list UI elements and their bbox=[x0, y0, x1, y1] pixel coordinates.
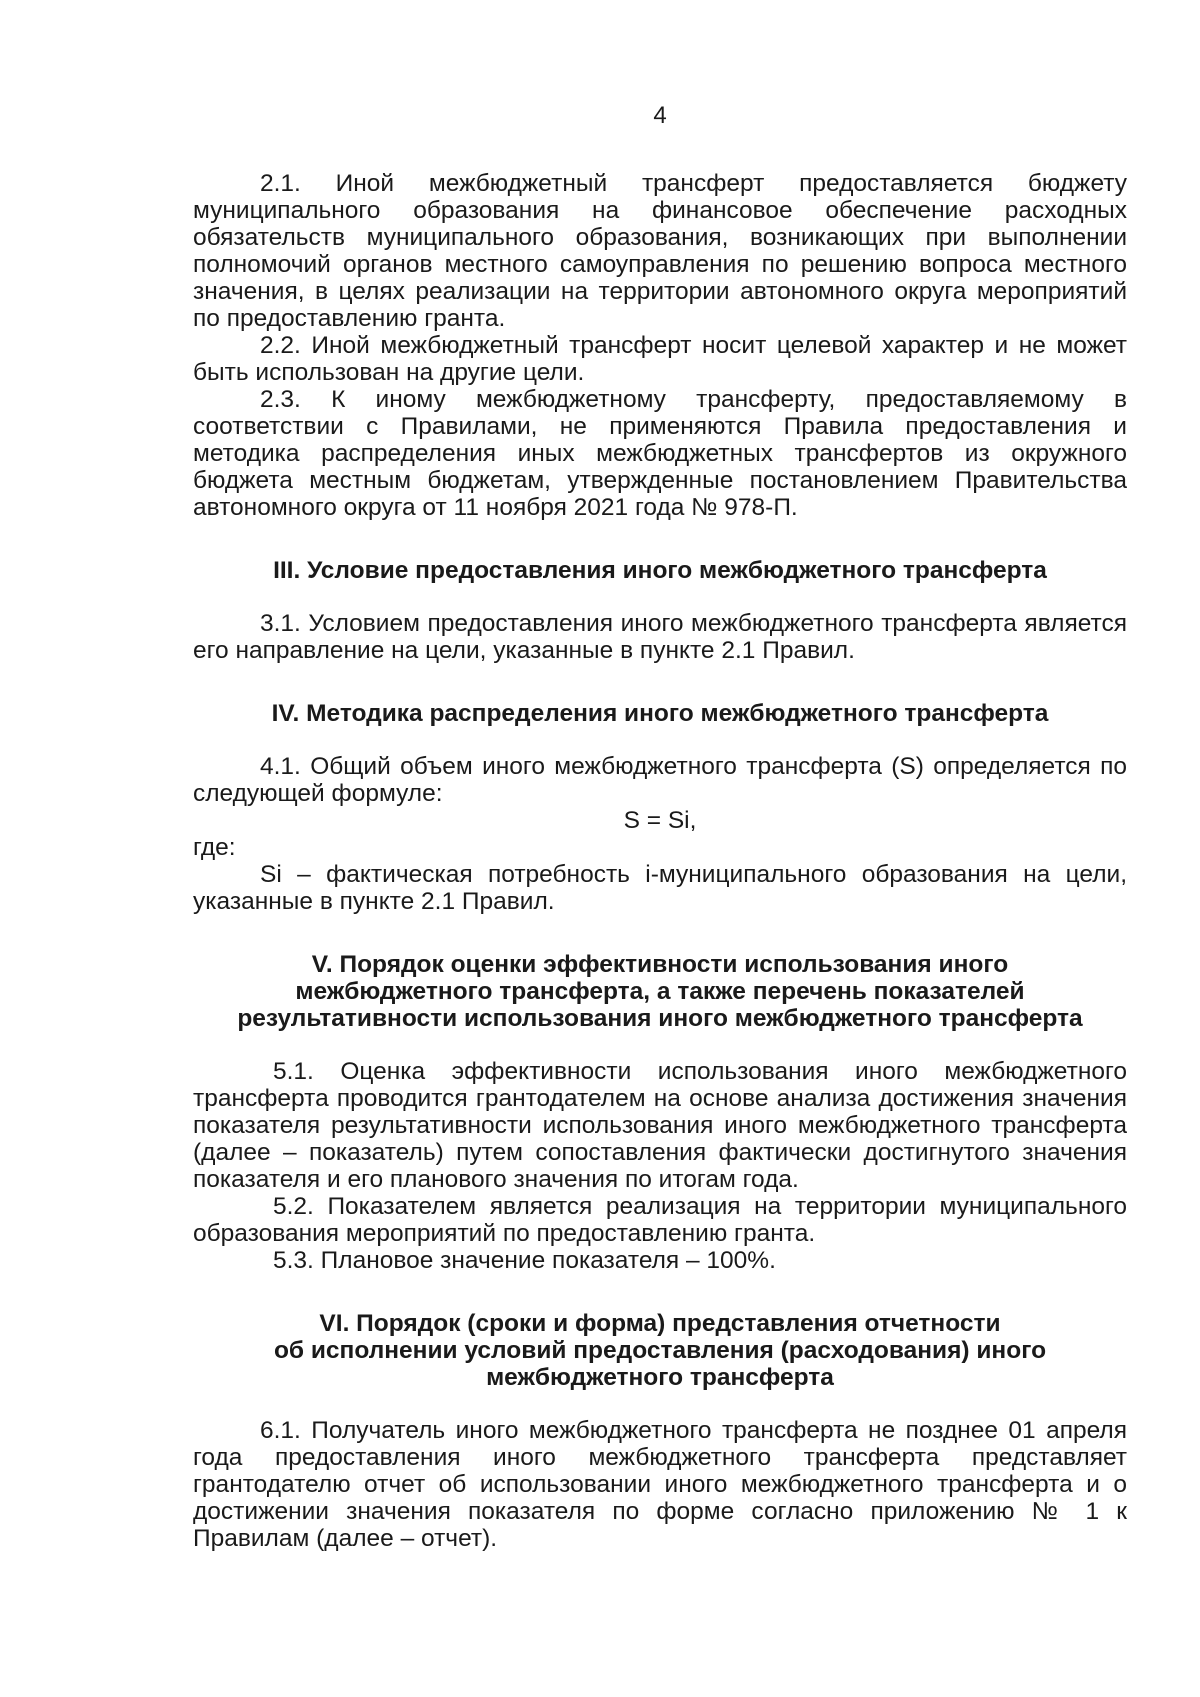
section-heading-5-line-3: результативности использования иного межбюджетного трансферта bbox=[237, 1005, 1083, 1032]
section-heading-5-line-2: межбюджетного трансферта, а также перечень показателей bbox=[295, 978, 1025, 1005]
section-heading-6-line-1: VI. Порядок (сроки и форма) представления отчетности bbox=[319, 1310, 1001, 1337]
paragraph-2-1: 2.1. Иной межбюджетный трансферт предоставляется бюджету муниципального образования на финансовое обеспечение расходных обязательств муниципального образования, возникающих при выполнении полномочий органов местного самоуправления по решению вопроса местного значения, в целях реализации на территории автономного округа мероприятий по предоставлению гранта. bbox=[193, 170, 1127, 332]
section-heading-5 bbox=[193, 951, 1127, 1032]
section-heading-6-line-2: об исполнении условий предоставления (расходования) иного bbox=[273, 1337, 1047, 1364]
section-heading-3: III. Условие предоставления иного межбюджетного трансферта bbox=[273, 557, 1047, 584]
section-heading-6-line-3: межбюджетного трансферта bbox=[486, 1364, 834, 1391]
section-heading-6 bbox=[193, 1310, 1127, 1391]
paragraph-5-2: 5.2. Показателем является реализация на территории муниципального образования мероприятий по предоставлению гранта. bbox=[193, 1193, 1127, 1247]
page-number: 4 bbox=[653, 102, 667, 129]
paragraph-5-1: 5.1. Оценка эффективности использования иного межбюджетного трансферта проводится грантодателем на основе анализа достижения значения показателя результативности использования иного межбюджетного трансферта (далее – показатель) путем сопоставления фактически достигнутого значения показателя и его планового значения по итогам года. bbox=[193, 1058, 1127, 1193]
section-heading-5-line-1: V. Порядок оценки эффективности использования иного bbox=[311, 951, 1009, 978]
paragraph-5-3: 5.3. Плановое значение показателя – 100%. bbox=[273, 1247, 776, 1274]
paragraph-6-1: 6.1. Получатель иного межбюджетного трансферта не позднее 01 апреля года предоставления иного межбюджетного трансферта представляет грантодателю отчет об использовании иного межбюджетного трансферта и о достижении значения показателя по форме согласно приложению № 1 к Правилам (далее – отчет). bbox=[193, 1417, 1127, 1552]
formula: S = Si, bbox=[623, 807, 697, 834]
paragraph-3-1: 3.1. Условием предоставления иного межбюджетного трансферта является его направление на цели, указанные в пункте 2.1 Правил. bbox=[193, 610, 1127, 664]
document-body bbox=[193, 170, 1127, 1552]
paragraph-4-1: 4.1. Общий объем иного межбюджетного трансферта (S) определяется по следующей формуле: bbox=[193, 753, 1127, 807]
section-heading-4: IV. Методика распределения иного межбюджетного трансферта bbox=[271, 700, 1049, 727]
where-label: где: bbox=[193, 834, 236, 861]
paragraph-2-3: 2.3. К иному межбюджетному трансферту, предоставляемому в соответствии с Правилами, не применяются Правила предоставления и методика распределения иных межбюджетных трансфертов из окружного бюджета местным бюджетам, утвержденные постановлением Правительства автономного округа от 11 ноября 2021 года № 978-П. bbox=[193, 386, 1127, 521]
si-definition: Si – фактическая потребность i-муниципального образования на цели, указанные в пункте 2.1 Правил. bbox=[193, 861, 1127, 915]
paragraph-2-2: 2.2. Иной межбюджетный трансферт носит целевой характер и не может быть использован на другие цели. bbox=[193, 332, 1127, 386]
